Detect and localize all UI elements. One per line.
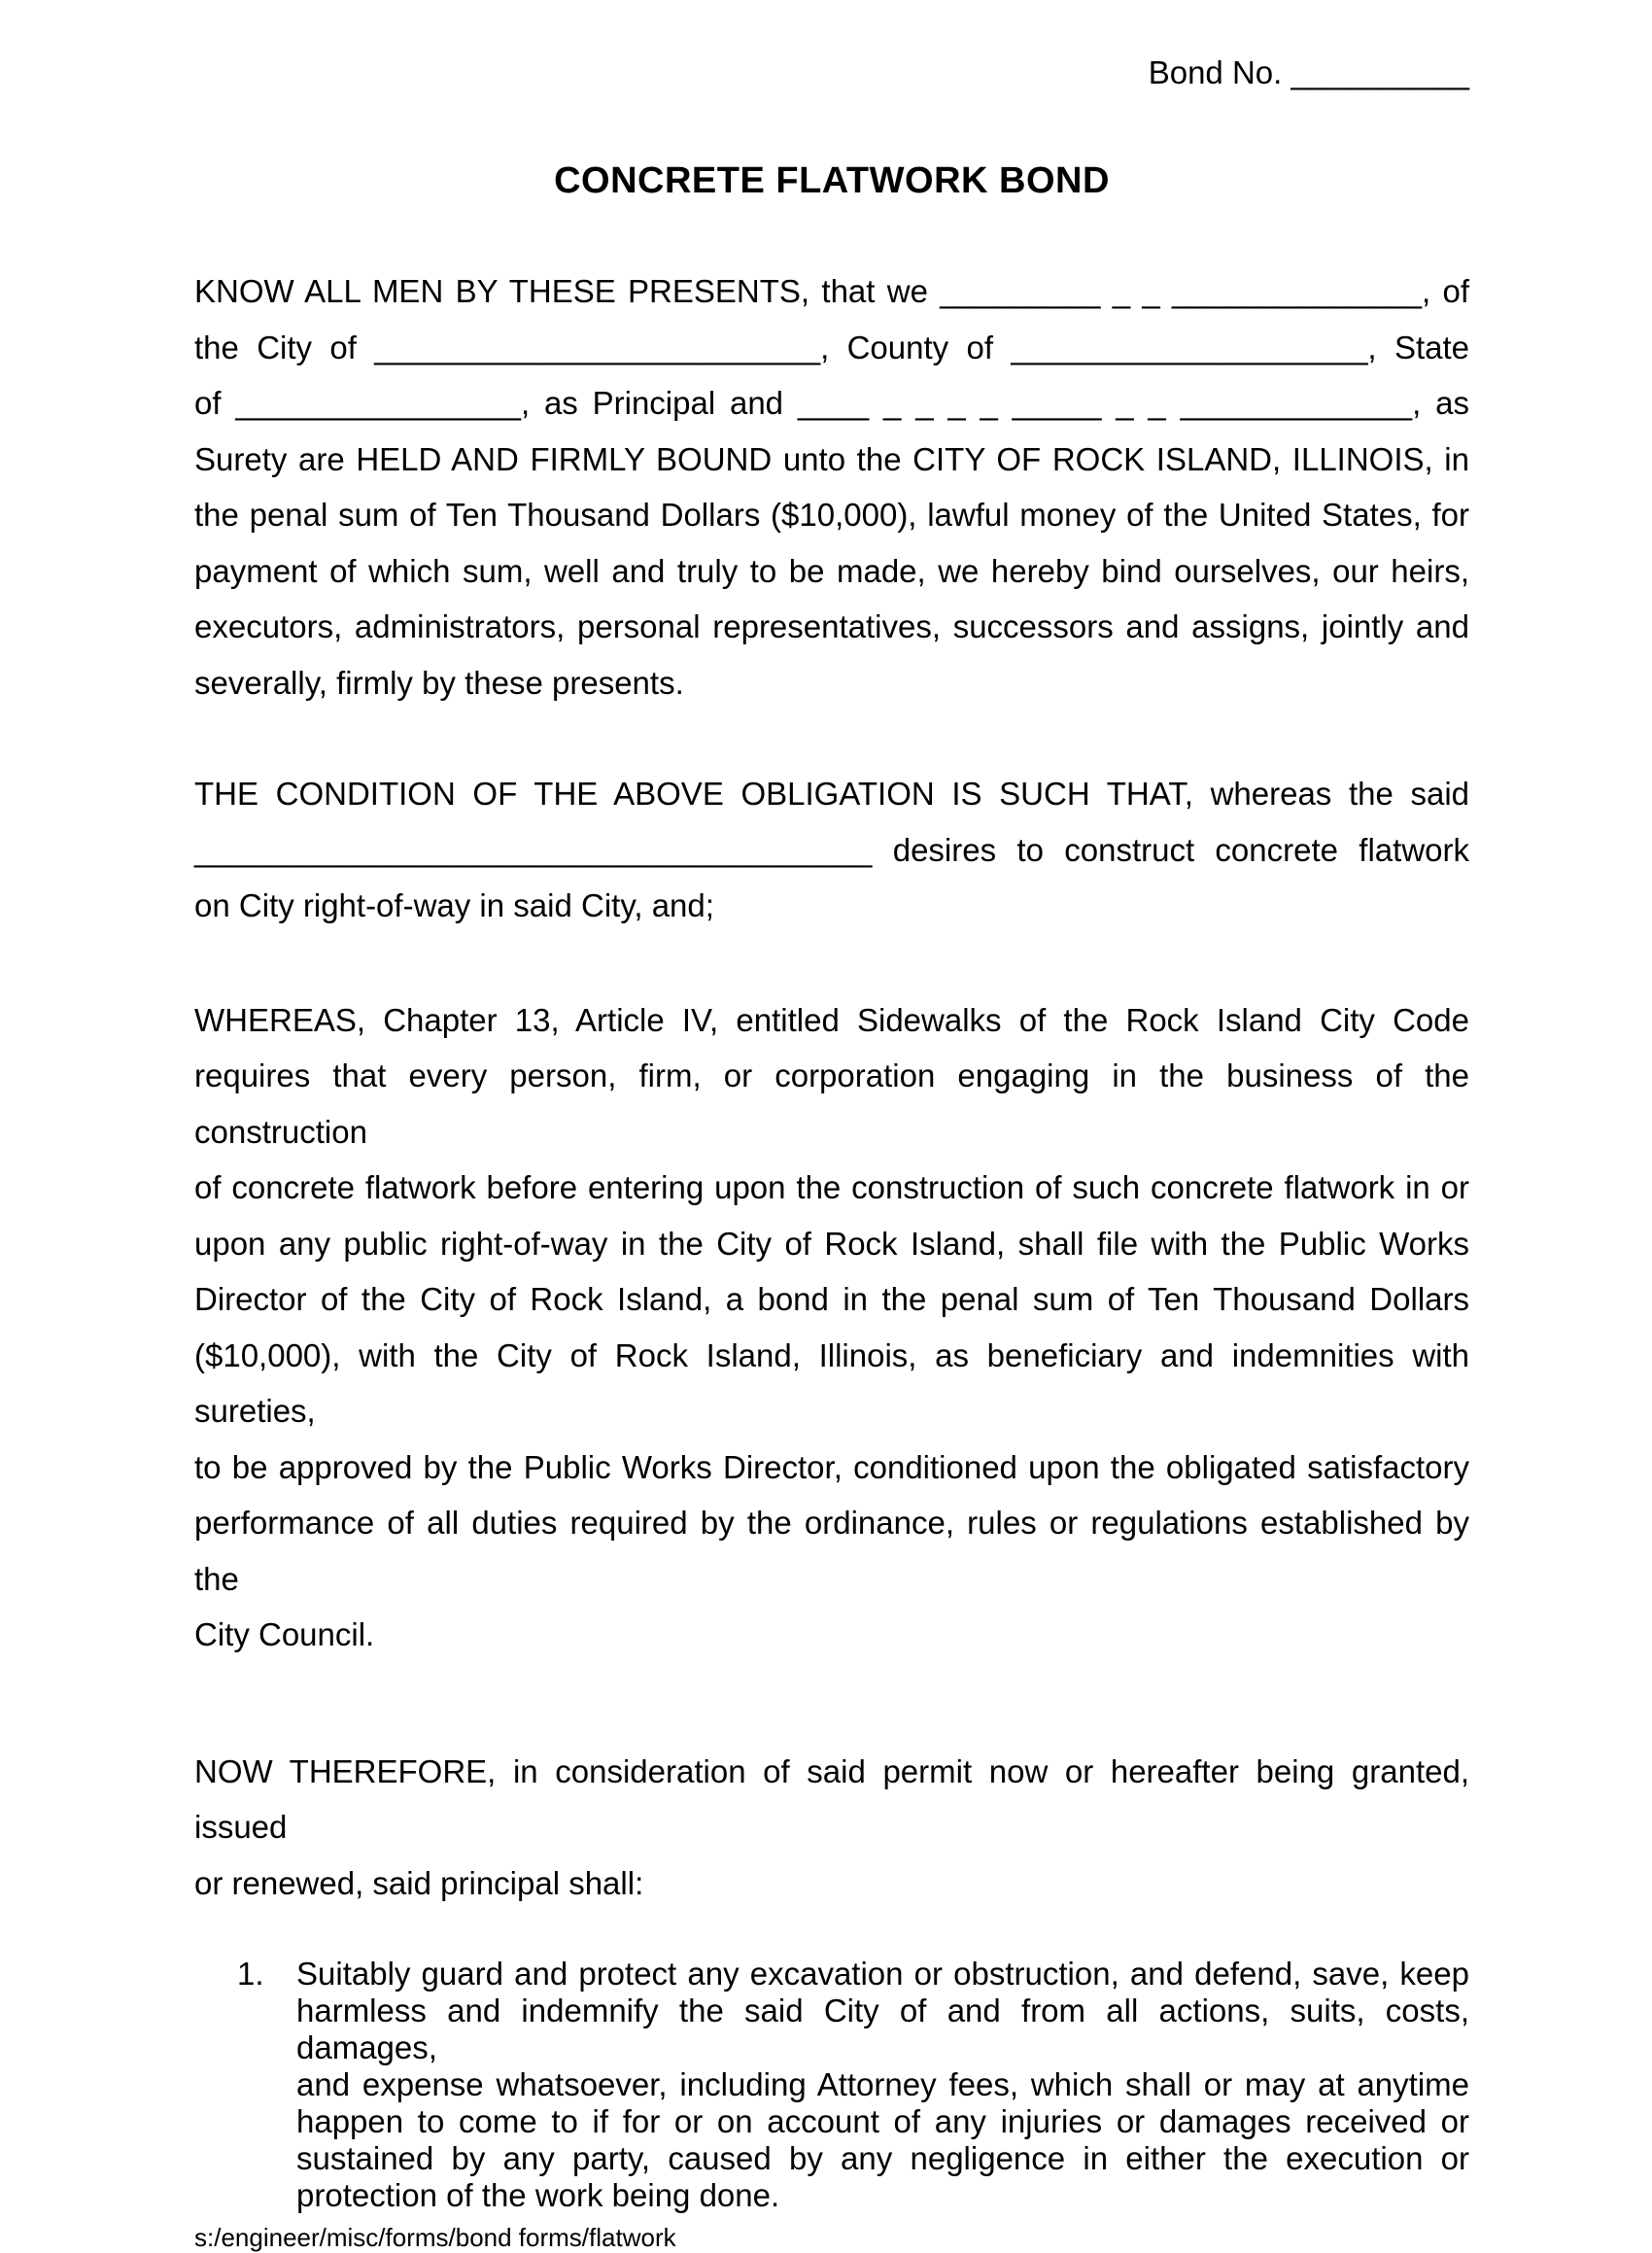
paragraph-now-therefore bbox=[194, 1744, 1469, 1912]
text-line: City Council. bbox=[194, 1616, 375, 1652]
list-item-text bbox=[296, 1956, 1469, 2214]
text-line: and expense whatsoever, including Attorney fees, which shall or may at anytime bbox=[296, 2066, 1469, 2102]
text-line: KNOW ALL MEN BY THESE PRESENTS, that we _________ _ _ ______________, of bbox=[194, 273, 1469, 309]
text-line: of ________________, as Principal and ____ _ _ _ _ _____ _ _ _____________, as bbox=[194, 385, 1469, 421]
text-line: of concrete flatwork before entering upon the construction of such concrete flatwork in or bbox=[194, 1169, 1469, 1205]
text-line: protection of the work being done. bbox=[296, 2177, 780, 2213]
footer-file-path: s:/engineer/misc/forms/bond forms/flatwork bbox=[194, 2223, 676, 2252]
text-line: NOW THEREFORE, in consideration of said permit now or hereafter being granted, issued bbox=[194, 1752, 1469, 1845]
list-item-1 bbox=[194, 1956, 1469, 2214]
text-line: WHEREAS, Chapter 13, Article IV, entitled Sidewalks of the Rock Island City Code bbox=[194, 1001, 1469, 1038]
text-line: Surety are HELD AND FIRMLY BOUND unto the CITY OF ROCK ISLAND, ILLINOIS, in bbox=[194, 440, 1469, 477]
text-line: the City of _________________________, County of ____________________, State bbox=[194, 329, 1469, 365]
text-line: severally, firmly by these presents. bbox=[194, 664, 684, 701]
text-line: performance of all duties required by the ordinance, rules or regulations established by the bbox=[194, 1505, 1469, 1597]
text-line: executors, administrators, personal representatives, successors and assigns, jointly and bbox=[194, 608, 1469, 644]
text-line: to be approved by the Public Works Director, conditioned upon the obligated satisfactory bbox=[194, 1448, 1469, 1485]
text-line: payment of which sum, well and truly to be made, we hereby bind ourselves, our heirs, bbox=[194, 552, 1469, 589]
text-line: sustained by any party, caused by any negligence in either the execution or bbox=[296, 2140, 1469, 2176]
text-line: ______________________________________ desires to construct concrete flatwork bbox=[194, 831, 1469, 868]
text-line: upon any public right-of-way in the City of Rock Island, shall file with the Public Works bbox=[194, 1225, 1469, 1262]
paragraph-whereas bbox=[194, 992, 1469, 1663]
text-line: happen to come to if for or on account of any injuries or damages received or bbox=[296, 2103, 1469, 2139]
text-line: ($10,000), with the City of Rock Island, Illinois, as beneficiary and indemnities with sureties, bbox=[194, 1336, 1469, 1429]
text-line: Suitably guard and protect any excavation or obstruction, and defend, save, keep bbox=[296, 1956, 1469, 1992]
paragraph-condition bbox=[194, 766, 1469, 934]
text-line: THE CONDITION OF THE ABOVE OBLIGATION IS SUCH THAT, whereas the said bbox=[194, 776, 1469, 812]
text-line: or renewed, said principal shall: bbox=[194, 1864, 644, 1901]
text-line: requires that every person, firm, or corporation engaging in the business of the construction bbox=[194, 1057, 1469, 1150]
bond-number-line: Bond No. __________ bbox=[1148, 54, 1469, 90]
document-title: CONCRETE FLATWORK BOND bbox=[554, 160, 1110, 201]
text-line: the penal sum of Ten Thousand Dollars ($10,000), lawful money of the United States, for bbox=[194, 497, 1469, 533]
list-item-number: 1. bbox=[237, 1956, 264, 1992]
text-line: on City right-of-way in said City, and; bbox=[194, 887, 714, 923]
text-line: harmless and indemnify the said City of and from all actions, suits, costs, damages, bbox=[296, 1993, 1469, 2065]
paragraph-preamble bbox=[194, 263, 1469, 711]
text-line: Director of the City of Rock Island, a bond in the penal sum of Ten Thousand Dollars bbox=[194, 1281, 1469, 1317]
